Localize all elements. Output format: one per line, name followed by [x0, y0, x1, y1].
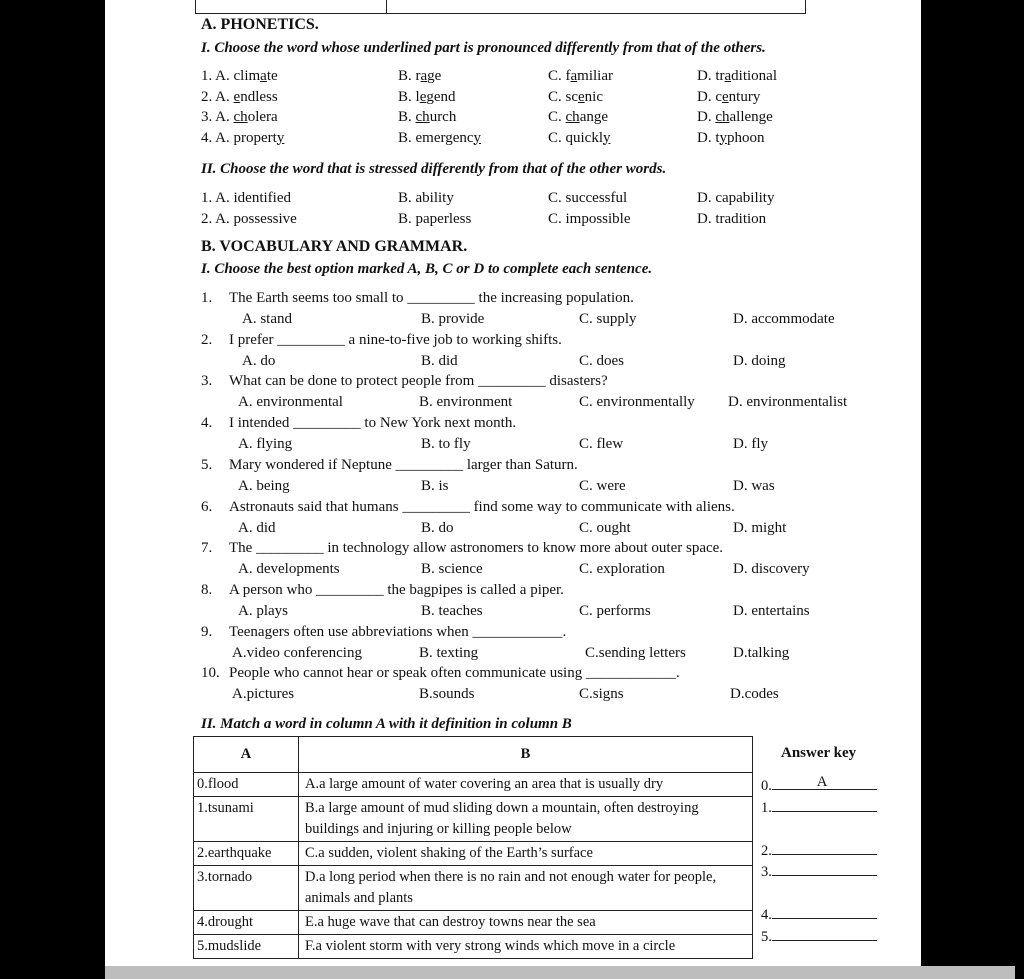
underlined-part: y	[719, 129, 727, 146]
question-text: A person who _________ the bagpipes is called a piper.	[229, 581, 564, 598]
stress-option: C. impossible	[548, 211, 631, 227]
term-cell: 4.drought	[194, 911, 299, 935]
answer-option: C.signs	[579, 686, 624, 703]
stress-option: 1. A. identified	[201, 190, 291, 206]
answer-key-item: 4.	[761, 904, 877, 924]
definition-cell: F.a violent storm with very strong winds which move in a circle	[299, 935, 753, 959]
answer-key-item: 3.	[761, 861, 877, 881]
question-text: I prefer _________ a nine-to-five job to working shifts.	[229, 331, 562, 348]
answer-blank[interactable]	[772, 797, 877, 812]
term-cell: 3.tornado	[194, 866, 299, 911]
answer-option: D. environmentalist	[728, 394, 848, 411]
answer-option: A.pictures	[232, 686, 295, 703]
answer-option: D. was	[733, 477, 775, 494]
column-a-header: A	[194, 737, 299, 773]
question-text: Astronauts said that humans _________ find some way to communicate with aliens.	[229, 498, 735, 515]
matching-table	[193, 736, 753, 959]
section-a-title: A. PHONETICS.	[201, 16, 319, 33]
phonetics-instruction-2: II. Choose the word that is stressed differently from that of the other words.	[201, 161, 667, 177]
answer-option: D. fly	[733, 436, 768, 453]
table-row	[194, 797, 753, 842]
answer-key-label: Answer key	[781, 745, 857, 761]
pronunciation-option: C. familiar	[548, 68, 613, 84]
question-number: 1.	[201, 290, 213, 306]
answer-option: D. discovery	[733, 561, 810, 578]
answer-option: D.talking	[733, 644, 790, 661]
underlined-part: y	[276, 129, 285, 146]
definition-cell: C.a sudden, violent shaking of the Earth’s surface	[299, 842, 753, 866]
table-row	[194, 773, 753, 797]
answer-key-item: 0. A	[761, 775, 877, 795]
underlined-part: ch	[233, 109, 248, 125]
pronunciation-option: C. change	[548, 109, 609, 125]
answer-blank[interactable]	[772, 904, 877, 919]
table-row	[194, 866, 753, 911]
vocab-instruction-1: I. Choose the best option marked A, B, C or D to complete each sentence.	[201, 261, 653, 277]
underlined-part: e	[419, 88, 427, 105]
stress-option: D. tradition	[697, 211, 767, 227]
stress-option: B. ability	[398, 190, 454, 206]
stress-option: D. capability	[697, 190, 775, 206]
header-table-bottom	[195, 0, 806, 14]
answer-option: C. flew	[579, 436, 624, 453]
answer-blank[interactable]	[772, 926, 877, 941]
answer-option: C. supply	[579, 311, 637, 327]
stress-option: 2. A. possessive	[201, 211, 297, 227]
answer-option: A. do	[242, 352, 276, 369]
question-number: 5.	[201, 456, 213, 473]
pronunciation-option: B. legend	[398, 88, 456, 105]
underlined-part: a	[570, 68, 578, 84]
answer-option: C. performs	[579, 602, 651, 619]
answer-option: C. were	[579, 477, 626, 494]
answer-option: A. developments	[238, 561, 340, 578]
answer-blank[interactable]	[772, 861, 877, 876]
answer-option: A. flying	[238, 436, 293, 453]
pronunciation-option: B. rage	[398, 68, 442, 84]
answer-value: A	[816, 774, 828, 790]
pronunciation-option: 3. A. cholera	[201, 109, 278, 125]
question-text: What can be done to protect people from _________ disasters?	[229, 373, 608, 390]
underlined-part: e	[722, 88, 729, 105]
answer-option: C. exploration	[579, 561, 665, 578]
answer-option: B. teaches	[421, 602, 483, 619]
answer-option: B. science	[421, 561, 483, 578]
answer-option: B. do	[421, 519, 454, 536]
phonetics-instruction-1: I. Choose the word whose underlined part is pronounced differently from that of the others.	[201, 40, 766, 56]
question-text: Mary wondered if Neptune _________ larger than Saturn.	[229, 456, 578, 473]
answer-option: D. doing	[733, 352, 786, 369]
answer-option: A. plays	[238, 602, 288, 619]
answer-option: D. might	[733, 519, 787, 536]
question-number: 2.	[201, 331, 213, 348]
pronunciation-option: C. scenic	[548, 88, 603, 105]
answer-key-item: 2.	[761, 840, 877, 860]
answer-option: B. did	[421, 352, 458, 369]
underlined-part: e	[578, 88, 585, 105]
pronunciation-option: D. challenge	[697, 109, 773, 125]
answer-option: A. stand	[242, 311, 292, 327]
question-number: 6.	[201, 498, 213, 515]
answer-option: A.video conferencing	[232, 644, 362, 661]
stress-option: B. paperless	[398, 211, 472, 227]
question-text: People who cannot hear or speak often communicate using ____________.	[229, 665, 680, 682]
term-cell: 0.flood	[194, 773, 299, 797]
question-text: Teenagers often use abbreviations when ____________.	[229, 623, 567, 640]
question-number: 9.	[201, 623, 213, 640]
question-number: 8.	[201, 581, 213, 598]
answer-blank[interactable]	[772, 775, 877, 790]
underlined-part: a	[724, 68, 732, 84]
answer-option: B. environment	[419, 394, 513, 411]
table-row	[194, 911, 753, 935]
answer-option: B.sounds	[419, 686, 475, 703]
section-b-title: B. VOCABULARY AND GRAMMAR.	[201, 238, 468, 255]
stress-option: C. successful	[548, 190, 628, 206]
answer-option: C. environmentally	[579, 394, 695, 411]
pronunciation-option: D. typhoon	[697, 129, 765, 146]
answer-key-item: 1.	[761, 797, 877, 817]
pronunciation-option: B. emergency	[398, 129, 482, 146]
answer-blank[interactable]	[772, 840, 877, 855]
answer-option: B. is	[421, 477, 449, 494]
underlined-part: ch	[415, 109, 430, 125]
match-instruction: II. Match a word in column A with it definition in column B	[201, 716, 572, 732]
answer-option: A. environmental	[238, 394, 343, 411]
definition-cell: E.a huge wave that can destroy towns near the sea	[299, 911, 753, 935]
answer-option: D. accommodate	[733, 311, 835, 327]
underlined-part: e	[233, 88, 241, 105]
column-b-header: B	[299, 737, 753, 773]
answer-option: C. ought	[579, 519, 631, 536]
answer-option: A. being	[238, 477, 290, 494]
answer-option: C. does	[579, 352, 624, 369]
answer-option: B. provide	[421, 311, 485, 327]
term-cell: 1.tsunami	[194, 797, 299, 842]
answer-key-item: 5.	[761, 926, 877, 946]
term-cell: 2.earthquake	[194, 842, 299, 866]
underlined-part: a	[420, 68, 428, 84]
pronunciation-option: C. quickly	[548, 129, 611, 146]
definition-cell: D.a long period when there is no rain and not enough water for people, animals and plants	[299, 866, 753, 911]
pronunciation-option: 1. A. climate	[201, 68, 278, 84]
answer-option: D.codes	[730, 686, 779, 703]
question-text: The _________ in technology allow astronomers to know more about outer space.	[229, 540, 724, 557]
table-row	[194, 842, 753, 866]
scrollbar-track[interactable]	[105, 966, 1015, 979]
question-number: 3.	[201, 373, 213, 390]
answer-option: B. texting	[419, 644, 479, 661]
underlined-part: y	[603, 129, 611, 146]
answer-option: D. entertains	[733, 602, 810, 619]
question-number: 7.	[201, 540, 213, 557]
term-cell: 5.mudslide	[194, 935, 299, 959]
pronunciation-option: D. traditional	[697, 68, 777, 84]
pronunciation-option: 2. A. endless	[201, 88, 278, 105]
pronunciation-option: D. century	[697, 88, 761, 105]
underlined-part: y	[473, 129, 482, 146]
table-row	[194, 935, 753, 959]
answer-option: C.sending letters	[585, 644, 686, 661]
question-number: 4.	[201, 415, 213, 432]
pronunciation-option: B. church	[398, 109, 457, 125]
answer-option: A. did	[238, 519, 276, 536]
question-number: 10.	[201, 665, 220, 682]
definition-cell: A.a large amount of water covering an area that is usually dry	[299, 773, 753, 797]
answer-option: B. to fly	[421, 436, 471, 453]
pronunciation-option: 4. A. property	[201, 129, 285, 146]
definition-cell: B.a large amount of mud sliding down a mountain, often destroying buildings and injuring or killing people below	[299, 797, 753, 842]
underlined-part: a	[260, 68, 267, 84]
question-text: The Earth seems too small to _________ the increasing population.	[229, 290, 634, 306]
underlined-part: ch	[565, 109, 580, 125]
question-text: I intended _________ to New York next month.	[229, 415, 517, 432]
underlined-part: ch	[715, 109, 730, 125]
